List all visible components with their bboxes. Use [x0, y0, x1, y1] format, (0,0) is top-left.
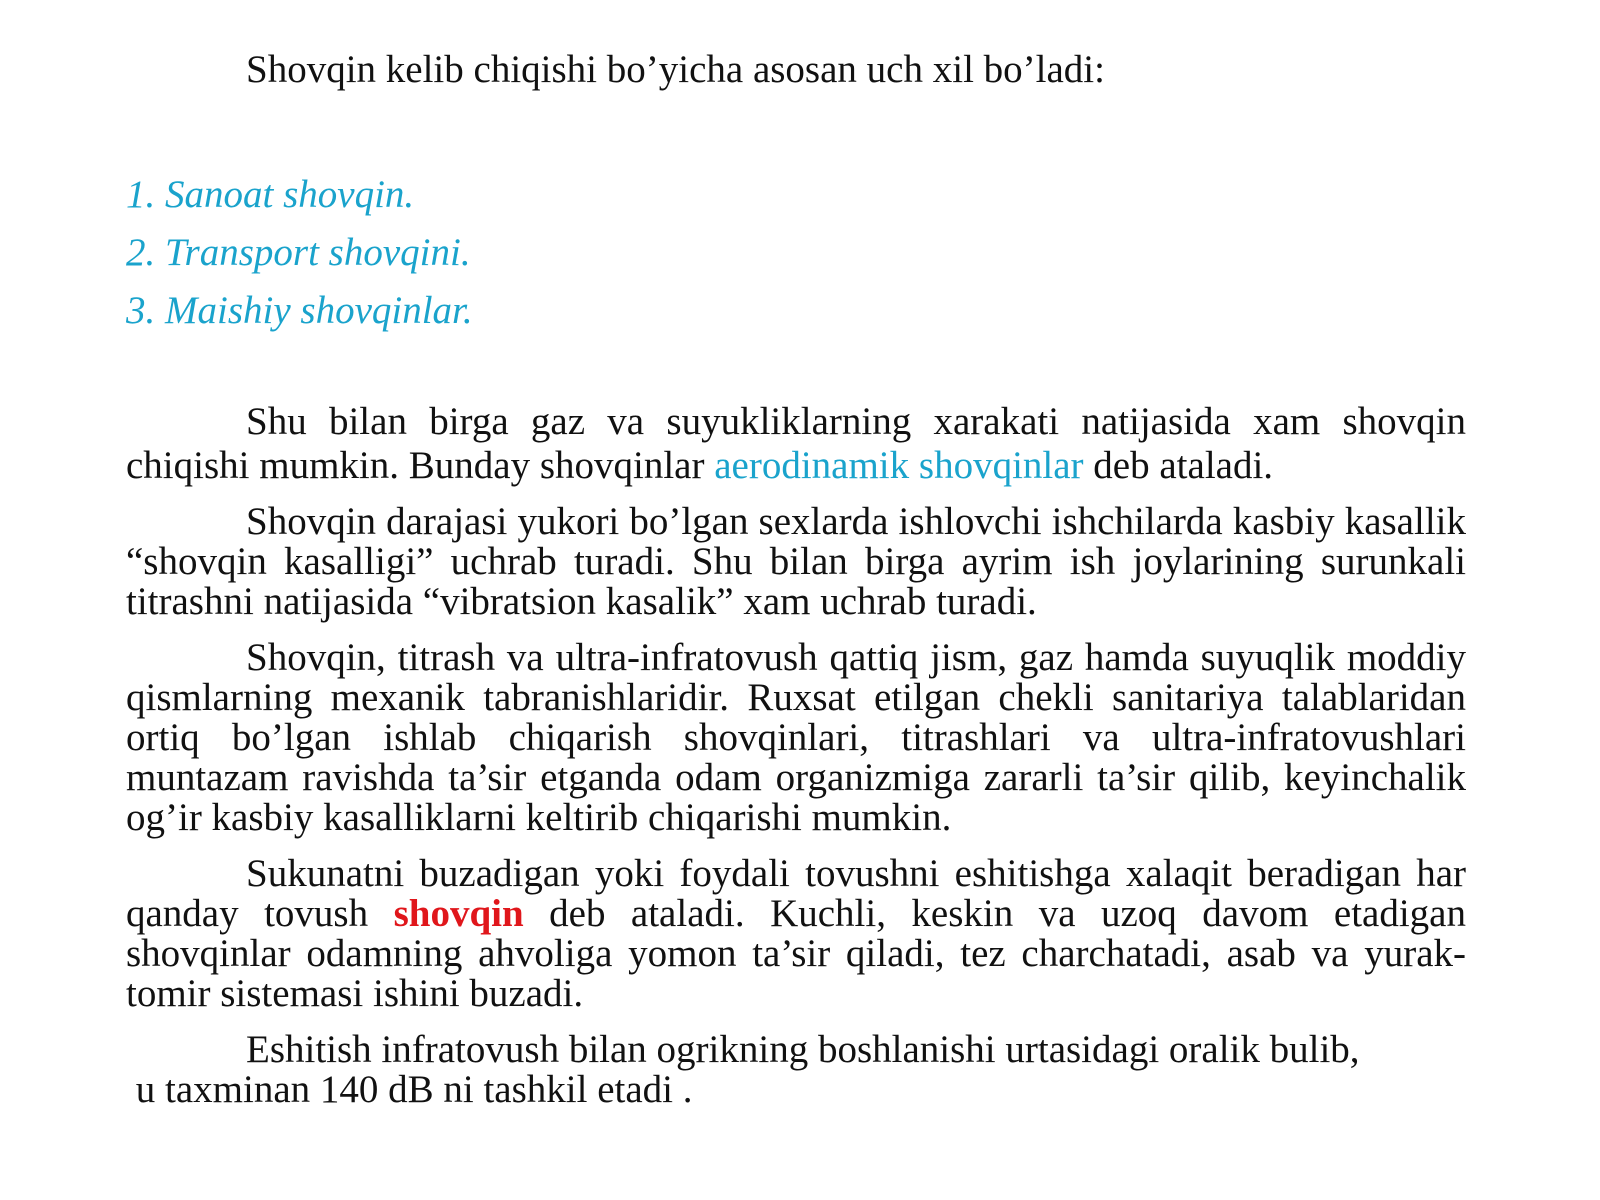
paragraph-noise-definition [126, 854, 1466, 1014]
noise-term: shovqin [393, 892, 524, 935]
paragraph-occupational-disease: Shovqin darajasi yukori bo’lgan sexlarda ishlovchi ishchilarda kasbiy kasallik “shovqin kasalligi” uchrab turadi. Shu bilan birga ayrim ish joylarining surunkali titrashni natijasida “vibratsion kasalik” xam uchrab turadi. [126, 500, 1466, 623]
paragraph-text: deb ataladi. [1083, 444, 1274, 487]
aerodynamic-noise-term: aerodinamik shovqinlar [714, 444, 1084, 487]
paragraph-text: Shu bilan birga gaz va suyukliklarning xarakati natijasida xam shovqin chiqishi mumkin. Bunday shovqinlar [126, 400, 1466, 487]
paragraph-threshold [126, 1030, 1466, 1110]
list-item: 1. Sanoat shovqin. [126, 173, 415, 216]
paragraph-vibration: Shovqin, titrash va ultra-infratovush qattiq jism, gaz hamda suyuqlik moddiy qismlarning mexanik tabranishlaridir. Ruxsat etilgan chekli sanitariya talablaridan ortiq bo’lgan ishlab chiqarish shovqinlari, titrashlari va ultra-infratovushlari muntazam ravishda ta’sir etganda odam organizmiga zararli ta’sir qilib, keyinchalik og’ir kasbiy kasalliklarni keltirib chiqarishi mumkin. [126, 636, 1466, 839]
intro-heading: Shovqin kelib chiqishi bo’yicha asosan uch xil bo’ladi: [246, 48, 1105, 91]
paragraph-text: deb ataladi. Kuchli, keskin va uzoq davom etadigan shovqinlar odamning ahvoliga yomon ta’sir qiladi, tez charchatadi, asab va yurak-tomir sistemasi ishini buzadi. [126, 892, 1466, 1015]
body-text [126, 400, 1466, 1126]
paragraph-line: Eshitish infratovush bilan ogrikning boshlanishi urtasidagi oralik bulib, [246, 1028, 1360, 1071]
paragraph-text: Sukunatni buzadigan yoki foydali tovushni eshitishga xalaqit beradigan har qanday tovush [126, 852, 1466, 935]
paragraph-line: u taxminan 140 dB ni tashkil etadi . [126, 1068, 693, 1111]
list-item: 3. Maishiy shovqinlar. [126, 289, 473, 332]
noise-source-list [126, 166, 473, 340]
paragraph-aerodynamic [126, 400, 1466, 488]
list-item: 2. Transport shovqini. [126, 231, 471, 274]
